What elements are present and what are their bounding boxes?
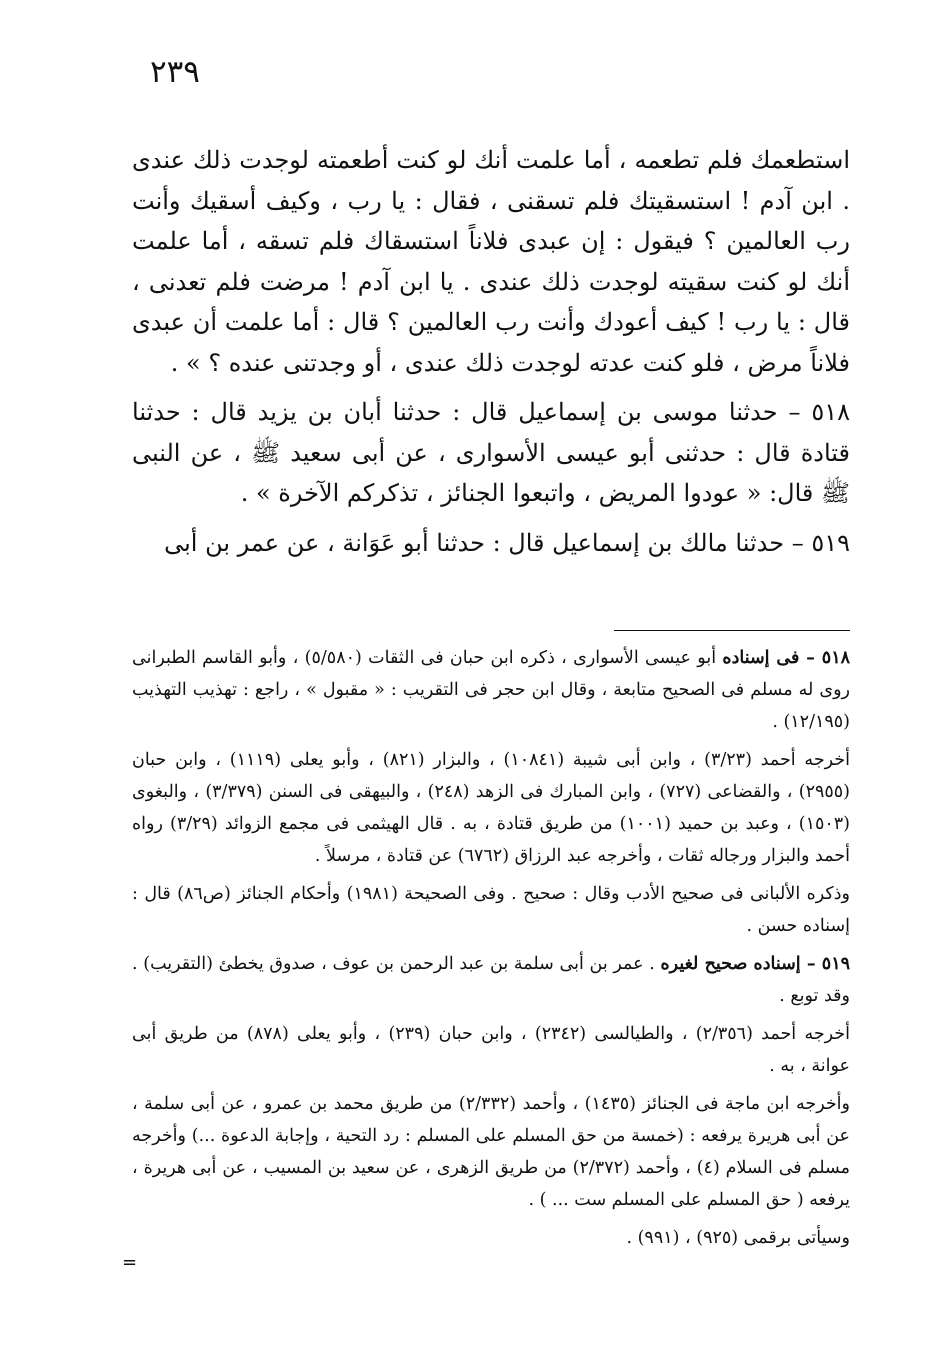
footnote-519-lead: ٥١٩ – إسناده صحيح لغيره	[660, 954, 850, 974]
footnote-518-takhrij: أخرجه أحمد (٣/٢٣) ، وابن أبى شيبة (١٠٨٤١) ، والبزار (٨٢١) ، وأبو يعلى (١١١٩) ، وابن حبان (٢٩٥٥) ، والقضاعى (٧٢٧) ، وابن المبارك فى الزهد (٢٤٨) ، والبيهقى فى السنن (٣/٣٧٩) ، والبغوى (١٥٠٣) ، وعبد بن حميد (١٠٠١) من طريق قتادة ، به . قال الهيثمى فى مجمع الزوائد (٣/٢٩) رواه أحمد والبزار ورجاله ثقات ، وأخرجه عبد الرزاق (٦٧٦٢) عن قتادة ، مرسلاً .	[132, 750, 850, 866]
main-text	[132, 140, 850, 563]
continuation-mark: =	[122, 1252, 138, 1273]
page-number: ٢٣٩	[150, 54, 200, 90]
footnote-518-isnad	[132, 642, 850, 738]
footnote-separator	[614, 630, 850, 631]
footnote-518-text: أبو عيسى الأسوارى ، ذكره ابن حبان فى الثقات (٥/٥٨٠) ، وأبو القاسم الطبرانى روى له مسلم فى الصحيح متابعة ، وقال ابن حجر فى التقريب : « مقبول » ، راجع : تهذيب التهذيب (١٢/١٩٥) .	[132, 648, 850, 732]
footnote-518-lead: ٥١٨ – فى إسناده	[722, 648, 850, 668]
main-paragraph-hadith-518: ٥١٨ – حدثنا موسى بن إسماعيل قال : حدثنا أبان بن يزيد قال : حدثنا قتادة قال : حدثنى أبو عيسى الأسوارى ، عن أبى سعيد ﷺ ، عن النبى ﷺ قال: « عودوا المريض ، واتبعوا الجنائز ، تذكركم الآخرة » .	[132, 398, 850, 507]
footnote-519-text: . عمر بن أبى سلمة بن عبد الرحمن بن عوف ، صدوق يخطئ (التقريب) . وقد توبع .	[132, 954, 850, 1006]
main-paragraph-hadith-519: ٥١٩ – حدثنا مالك بن إسماعيل قال : حدثنا أبو عَوَانة ، عن عمر بن أبى	[164, 528, 850, 557]
footnote-519-see-also: وسيأتى برقمى (٩٢٥) ، (٩٩١) .	[626, 1228, 850, 1248]
footnote-518-albani: وذكره الألبانى فى صحيح الأدب وقال : صحيح . وفى الصحيحة (١٩٨١) وأحكام الجنائز (ص٨٦) قال : إسناده حسن .	[132, 884, 851, 936]
main-paragraph-hadith-continuation: استطعمك فلم تطعمه ، أما علمت أنك لو كنت أطعمته لوجدت ذلك عندى . ابن آدم ! استسقيتك فلم تسقنى ، فقال : يا رب ، وكيف أسقيك وأنت رب العالمين ؟ فيقول : إن عبدى فلاناً استسقاك فلم تسقه ، أما علمت أنك لو كنت سقيته لوجدت ذلك عندى . يا ابن آدم ! مرضت فلم تعدنى ، قال : يا رب ! كيف أعودك وأنت رب العالمين ؟ قال : أما علمت أن عبدى فلاناً مرض ، فلو كنت عدته لوجدت ذلك عندى ، أو وجدتنى عنده ؟ » .	[132, 146, 850, 377]
footnote-519-takhrij: أخرجه أحمد (٢/٣٥٦) ، والطيالسى (٢٣٤٢) ، وابن حبان (٢٣٩) ، وأبو يعلى (٨٧٨) من طريق أبى عوانة ، به .	[132, 1024, 850, 1076]
footnote-519-isnad	[132, 948, 850, 1012]
footnotes	[132, 642, 850, 1254]
footnote-519-ibnmajah: وأخرجه ابن ماجة فى الجنائز (١٤٣٥) ، وأحمد (٢/٣٣٢) من طريق محمد بن عمرو ، عن أبى سلمة ، عن أبى هريرة يرفعه : (خمسة من حق المسلم على المسلم : رد التحية ، وإجابة الدعوة ...) وأخرجه مسلم فى السلام (٤) ، وأحمد (٢/٣٧٢) من طريق الزهرى ، عن سعيد بن المسيب ، عن أبى هريرة ، يرفعه ( حق المسلم على المسلم ست ... ) .	[132, 1094, 850, 1210]
